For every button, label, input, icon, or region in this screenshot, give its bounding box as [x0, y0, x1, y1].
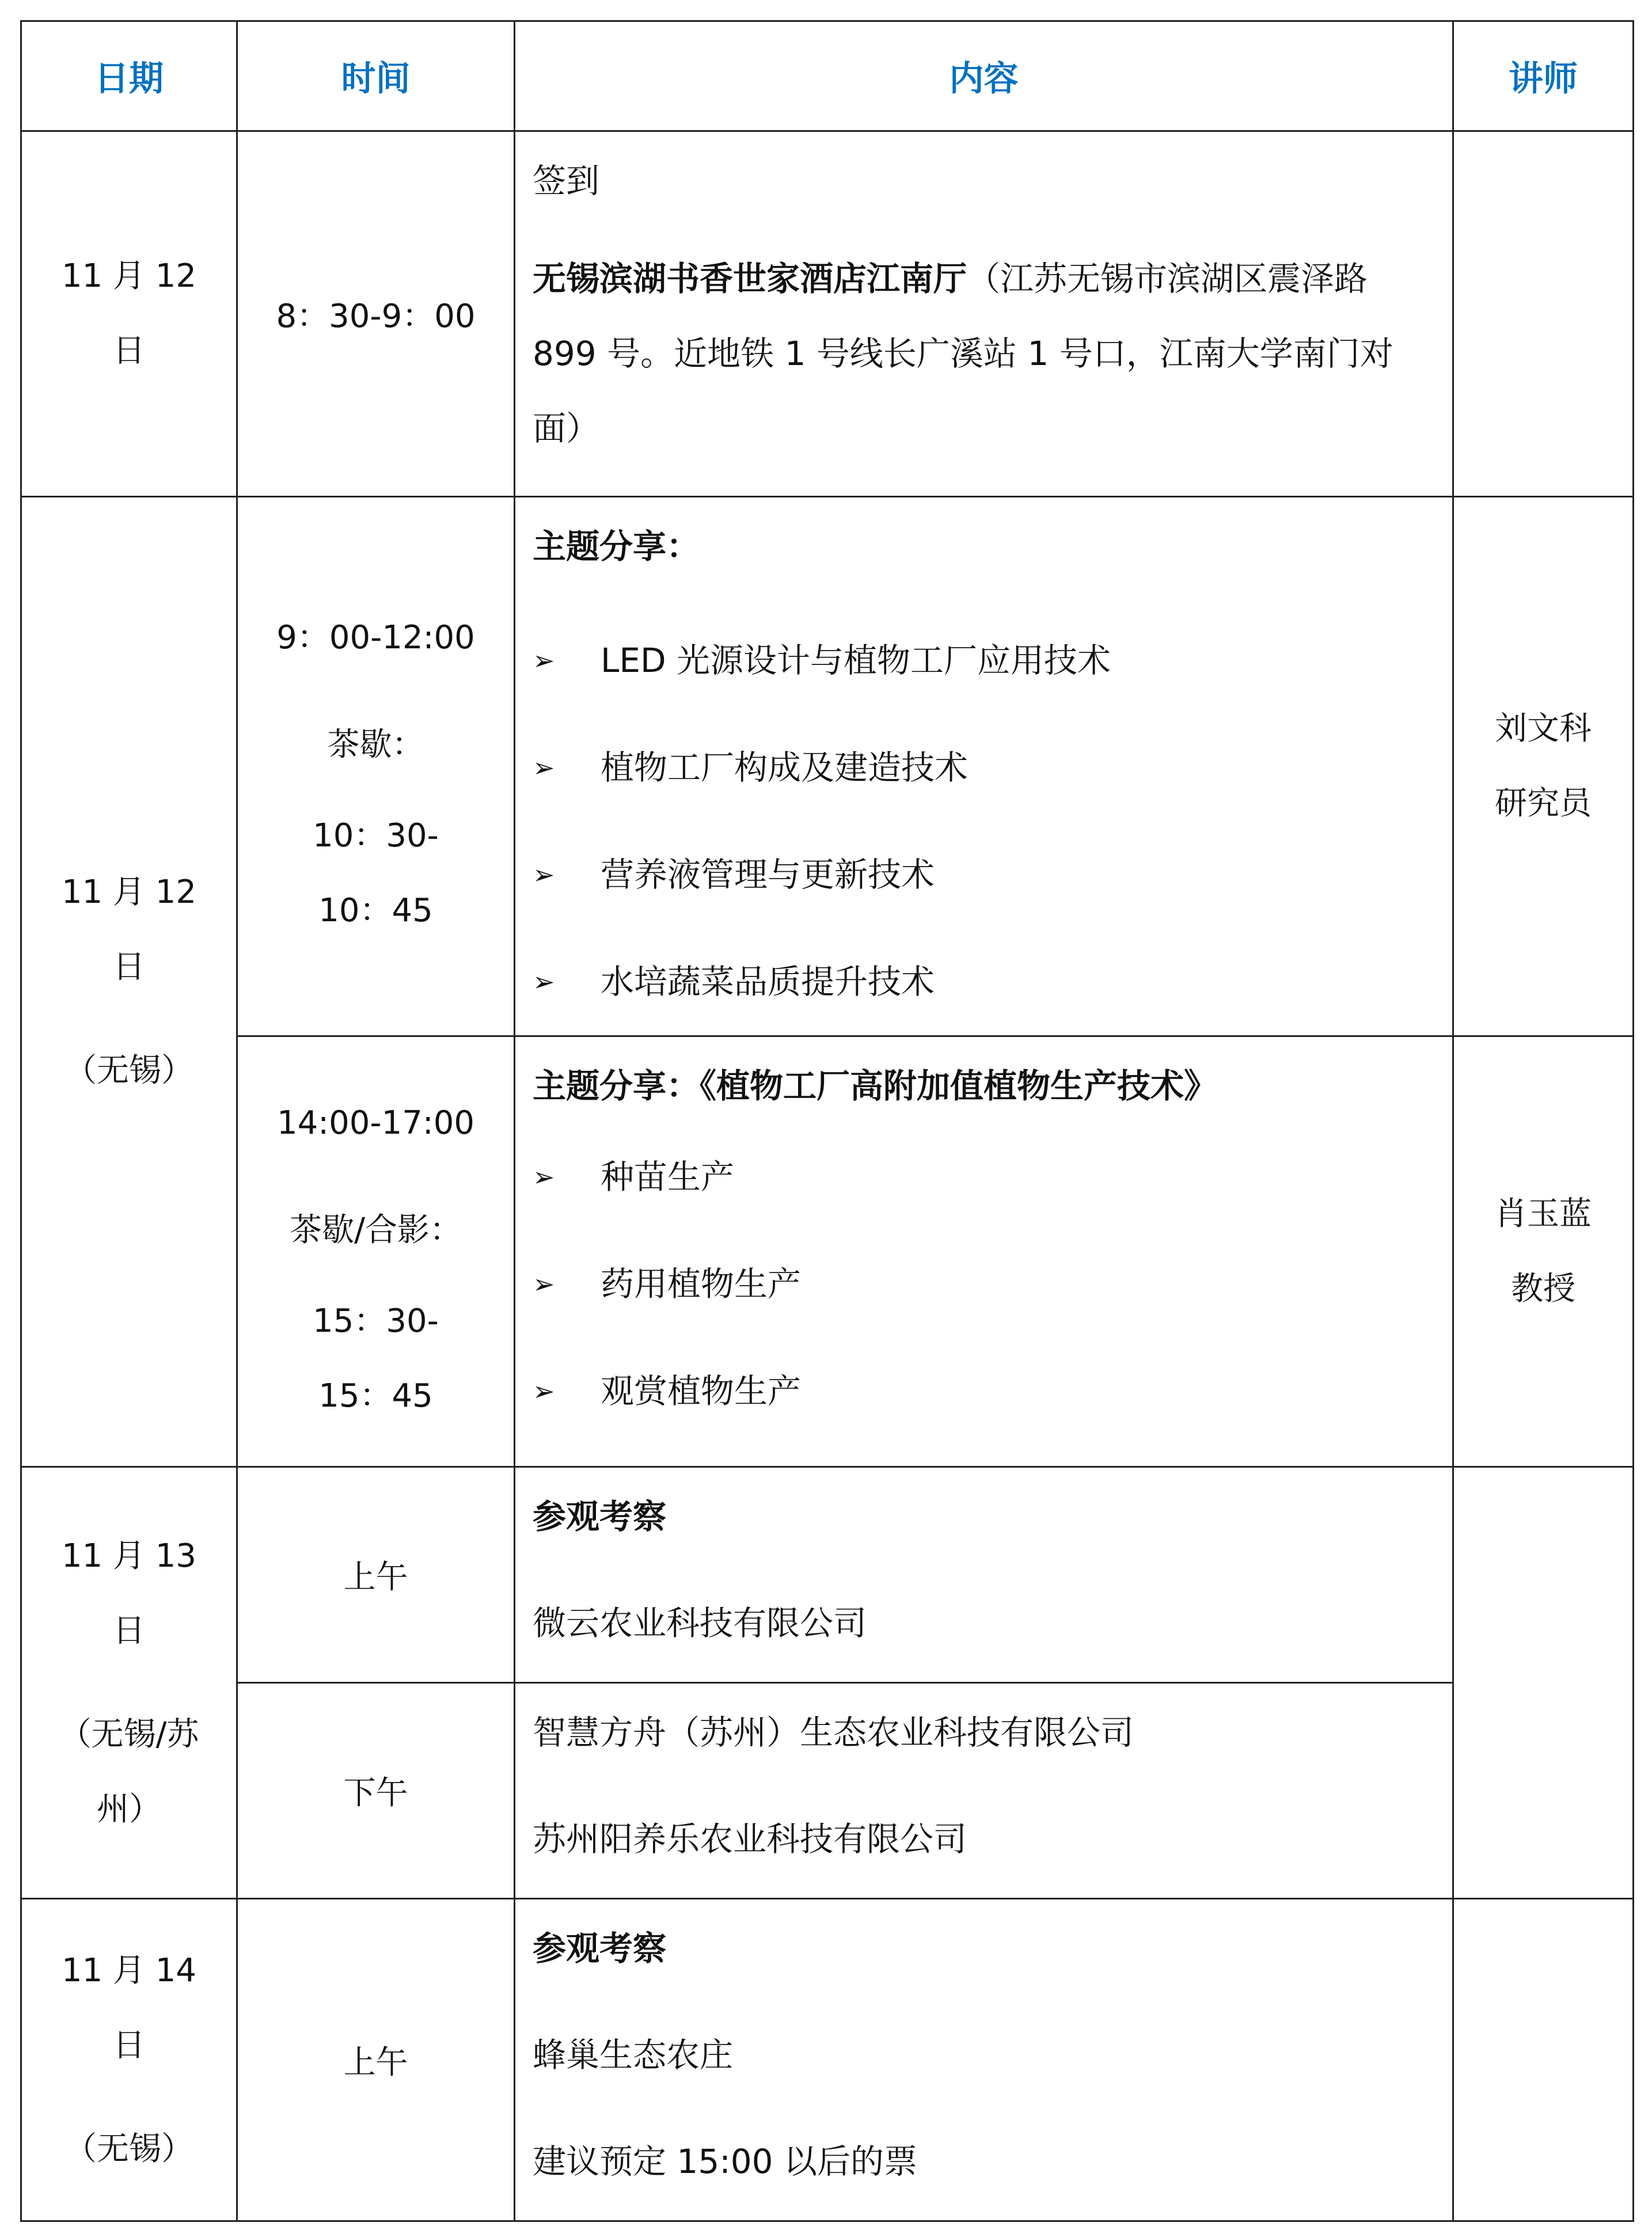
venue-detail: （江苏无锡市滨湖区震泽路 899 号。近地铁 1 号线长广溪站 1 号口，江南大学南门对面）	[533, 259, 1393, 448]
break-label: 茶歇：	[327, 726, 424, 763]
list-item: 蜂巢生态农庄	[533, 2035, 734, 2075]
date-line: 日	[113, 2026, 145, 2064]
list-item: ➢ 观赏植物生产	[533, 1338, 1435, 1445]
arrow-bullet-icon: ➢	[533, 859, 555, 890]
arrow-bullet-icon: ➢	[533, 1161, 555, 1192]
arrow-bullet-icon: ➢	[533, 645, 555, 676]
arrow-bullet-icon: ➢	[533, 966, 555, 997]
list-item: ➢ 营养液管理与更新技术	[533, 821, 1435, 928]
content-cell	[515, 497, 1453, 1036]
list-item: 智慧方舟（苏州）生态农业科技有限公司	[533, 1713, 1134, 1752]
date-line: 日	[113, 1612, 145, 1650]
date-line: 日	[113, 948, 145, 986]
lecturer-title: 研究员	[1495, 785, 1592, 822]
date-cell	[21, 497, 237, 1467]
list-item: 建议预定 15:00 以后的票	[533, 2142, 918, 2181]
list-item: 微云农业科技有限公司	[533, 1604, 867, 1643]
break-time: 10：30-	[313, 817, 439, 854]
lecturer-name: 肖玉蓝	[1495, 1195, 1592, 1233]
break-label: 茶歇/合影：	[290, 1211, 462, 1249]
date-cell	[21, 1899, 237, 2221]
header-date: 日期	[21, 21, 237, 131]
header-content: 内容	[515, 21, 1453, 131]
lecturer-name: 刘文科	[1495, 710, 1592, 747]
content-cell	[515, 1683, 1453, 1899]
venue-text	[533, 241, 1435, 466]
time-cell: 上午	[237, 1467, 515, 1683]
date-line: 11 月 12	[61, 257, 197, 295]
arrow-bullet-icon: ➢	[533, 1376, 555, 1407]
time-range: 14:00-17:00	[277, 1104, 474, 1142]
lecturer-cell	[1453, 1036, 1634, 1467]
header-lecturer: 讲师	[1453, 21, 1634, 131]
topic-heading: 主题分享：	[533, 527, 700, 566]
break-time: 10：45	[318, 892, 433, 929]
topic-heading: 主题分享：《植物工厂高附加值植物生产技术》	[533, 1066, 1218, 1105]
table-row	[21, 131, 1634, 497]
content-cell	[515, 131, 1453, 497]
list-item: ➢ 植物工厂构成及建造技术	[533, 714, 1435, 821]
schedule-table	[20, 20, 1634, 2222]
time-cell	[237, 1036, 515, 1467]
table-row	[21, 1036, 1634, 1467]
content-cell	[515, 1467, 1453, 1683]
list-item: ➢ LED 光源设计与植物工厂应用技术	[533, 607, 1435, 714]
date-city: （无锡）	[64, 1052, 193, 1089]
time-cell: 8：30-9：00	[237, 131, 515, 497]
table-row	[21, 1683, 1634, 1899]
date-city: （无锡）	[64, 2130, 193, 2168]
checkin-title: 签到	[533, 161, 600, 200]
table-row	[21, 497, 1634, 1036]
list-item: ➢ 种苗生产	[533, 1123, 1435, 1230]
time-cell: 下午	[237, 1683, 515, 1899]
date-cell	[21, 1467, 237, 1899]
date-city: 州）	[97, 1790, 161, 1828]
date-line: 日	[113, 332, 145, 370]
lecturer-cell	[1453, 1467, 1634, 1899]
list-item: ➢ 药用植物生产	[533, 1230, 1435, 1338]
lecturer-cell	[1453, 1899, 1634, 2221]
visit-heading: 参观考察	[533, 1497, 667, 1536]
date-line: 11 月 13	[61, 1537, 197, 1575]
list-item: ➢ 水培蔬菜品质提升技术	[533, 928, 1435, 1035]
date-cell	[21, 131, 237, 497]
table-row	[21, 1467, 1634, 1683]
content-cell	[515, 1899, 1453, 2221]
lecturer-cell	[1453, 131, 1634, 497]
visit-heading: 参观考察	[533, 1929, 667, 1968]
date-city: （无锡/苏	[59, 1715, 199, 1753]
lecturer-cell	[1453, 497, 1634, 1036]
list-item: 苏州阳养乐农业科技有限公司	[533, 1819, 967, 1859]
venue-name: 无锡滨湖书香世家酒店江南厅	[533, 259, 967, 298]
content-cell	[515, 1036, 1453, 1467]
date-line: 11 月 12	[61, 873, 197, 911]
date-line: 11 月 14	[61, 1951, 197, 1989]
break-time: 15：30-	[313, 1302, 439, 1340]
arrow-bullet-icon: ➢	[533, 1268, 555, 1300]
lecturer-title: 教授	[1511, 1270, 1575, 1308]
arrow-bullet-icon: ➢	[533, 752, 555, 783]
time-range: 9：00-12:00	[276, 619, 475, 656]
time-cell: 上午	[237, 1899, 515, 2221]
break-time: 15：45	[318, 1377, 433, 1415]
header-time: 时间	[237, 21, 515, 131]
header-row	[21, 21, 1634, 131]
time-cell	[237, 497, 515, 1036]
table-row	[21, 1899, 1634, 2221]
